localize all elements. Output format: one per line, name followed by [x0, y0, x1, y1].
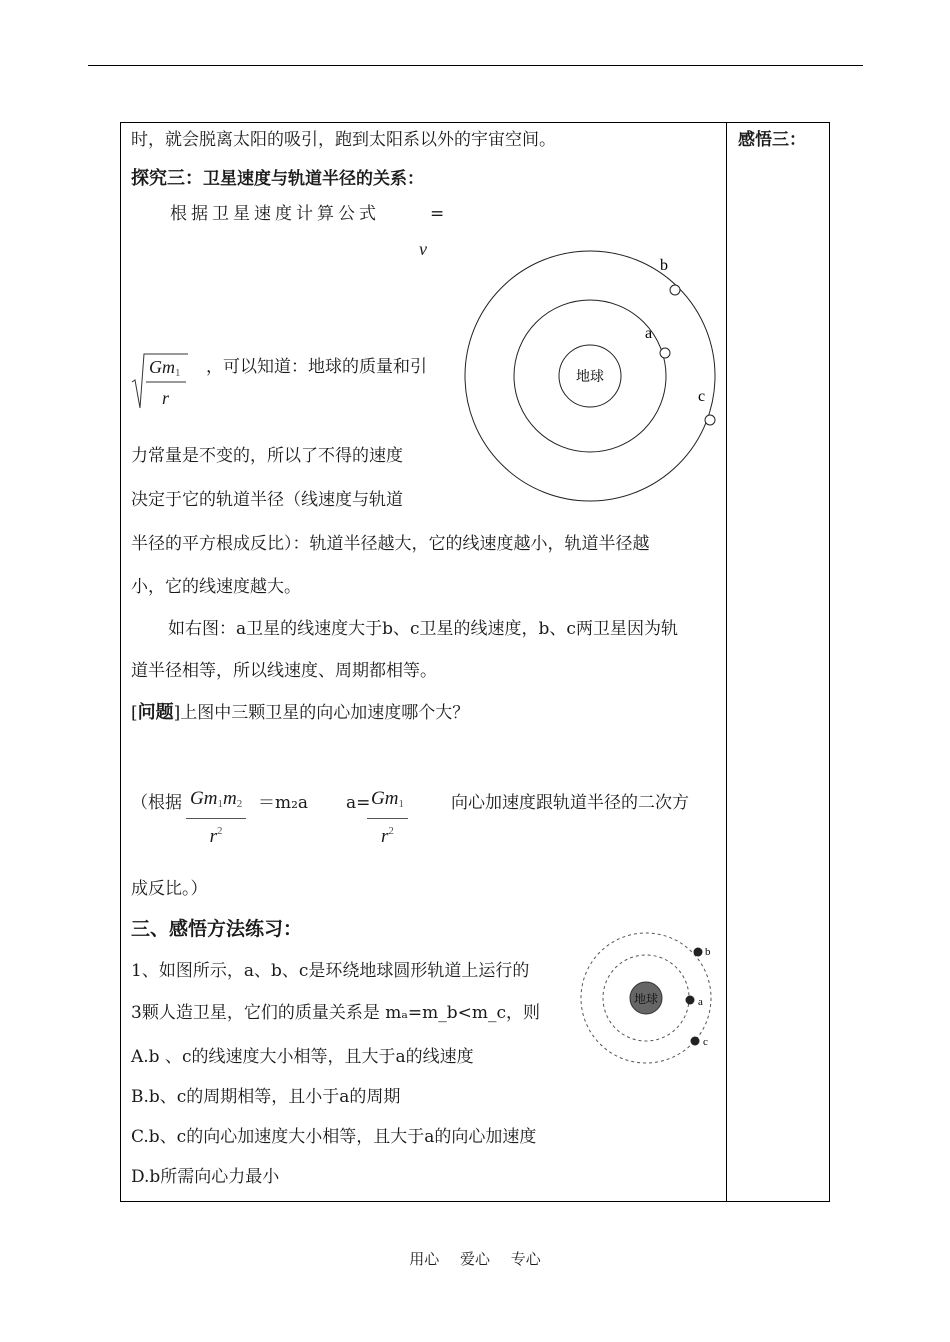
footer-item-2: 爱心: [459, 1250, 490, 1268]
option-c: C.b、c的向心加速度大小相等，且大于a的向心加速度: [131, 1127, 537, 1147]
frac2-sup: 2: [388, 825, 394, 837]
side-column-title: 感悟三：: [738, 130, 806, 150]
answer-fraction-1: [186, 788, 246, 848]
label-b: b: [660, 257, 668, 274]
para1-line4: 半径的平方根成反比）：轨道半径越大，它的线速度越小，轨道半径越: [131, 534, 650, 554]
satellite-b: [670, 285, 680, 295]
frac2-gm: Gm: [371, 788, 399, 809]
sqrt-num-sub: 1: [175, 367, 181, 379]
earth-label-small: 地球: [633, 992, 659, 1006]
frac1-gm: Gm: [190, 788, 218, 809]
label-a-small: a: [698, 996, 703, 1008]
frac1-m: m: [222, 788, 237, 809]
answer-a-equals: a=: [346, 793, 371, 813]
option-b: B.b、c的周期相等，且小于a的周期: [131, 1087, 401, 1107]
frac2-r: r: [381, 826, 389, 847]
frac1-sup: 2: [217, 825, 223, 837]
answer-equation: ＝m₂a: [258, 793, 309, 813]
option-a: A.b 、c的线速度大小相等，且大于a的线速度: [131, 1047, 474, 1067]
answer-tail: 向心加速度跟轨道半径的二次方: [451, 793, 689, 813]
formula-v: v: [419, 239, 427, 259]
frac1-sub2: 2: [236, 798, 243, 810]
frac2-denominator: [367, 818, 408, 848]
question-rest: ]上图中三颗卫星的向心加速度哪个大？: [173, 703, 470, 723]
question-line: [131, 702, 469, 724]
footer-item-1: 用心: [409, 1250, 440, 1268]
answer-open: （根据: [131, 793, 182, 813]
section3-heading: [131, 168, 424, 190]
orbit-diagram-2: [575, 925, 725, 1070]
section3-heading-label: 探究三：: [131, 168, 203, 189]
label-a: a: [645, 325, 653, 342]
option-d: D.b所需向心力最小: [131, 1167, 280, 1187]
sqrt-num-text: Gm: [149, 357, 175, 377]
para1-line3: 决定于它的轨道半径（线速度与轨道: [131, 490, 403, 510]
frac1-sub1: 1: [217, 798, 223, 810]
practice-heading: 三、感悟方法练习：: [131, 918, 303, 940]
frac1-numerator: [186, 788, 246, 810]
satellite-b-small: [694, 948, 703, 957]
satellite-a: [660, 348, 670, 358]
label-c-small: c: [703, 1036, 708, 1048]
para1-line1: ，可以知道：地球的质量和引: [206, 357, 427, 377]
satellite-c-small: [691, 1037, 700, 1046]
frac2-sub: 1: [398, 798, 404, 810]
header-rule: [88, 65, 863, 66]
section3-heading-rest: 卫星速度与轨道半径的关系：: [203, 169, 424, 189]
question1-line2: 3颗人造卫星，它们的质量关系是 mₐ=m_b<m_c，则: [131, 1003, 541, 1023]
page-footer: [0, 1248, 950, 1269]
footer-item-3: 专心: [510, 1250, 541, 1268]
sqrt-denominator: r: [162, 388, 170, 408]
orbit-diagram-1: [460, 250, 730, 520]
para1-line5: 小，它的线速度越大。: [131, 577, 301, 597]
satellite-c: [705, 415, 715, 425]
label-b-small: b: [705, 946, 711, 958]
para2-line1: 如右图：a卫星的线速度大于b、c卫星的线速度，b、c两卫星因为轨: [168, 619, 678, 639]
question-tag: 问题: [137, 702, 174, 723]
frac1-denominator: [186, 818, 246, 848]
frac1-r: r: [209, 826, 218, 847]
earth-label: 地球: [576, 369, 604, 385]
formula-lead: 根据卫星速度计算公式: [170, 204, 380, 224]
frac2-numerator: [367, 788, 408, 810]
answer-fraction-2: [367, 788, 408, 848]
question-open: [: [131, 703, 138, 723]
intro-line: 时，就会脱离太阳的吸引，跑到太阳系以外的宇宙空间。: [131, 130, 556, 150]
para1-line2: 力常量是不变的，所以了不得的速度: [131, 446, 403, 466]
para2-line2: 道半径相等，所以线速度、周期都相等。: [131, 661, 437, 681]
answer-close: 成反比。）: [131, 879, 208, 899]
label-c: c: [698, 388, 706, 405]
formula-equals: =: [430, 204, 445, 224]
question1-line1: 1、如图所示，a、b、c是环绕地球圆形轨道上运行的: [131, 961, 530, 981]
sqrt-numerator: [149, 356, 181, 384]
satellite-a-small: [686, 996, 695, 1005]
